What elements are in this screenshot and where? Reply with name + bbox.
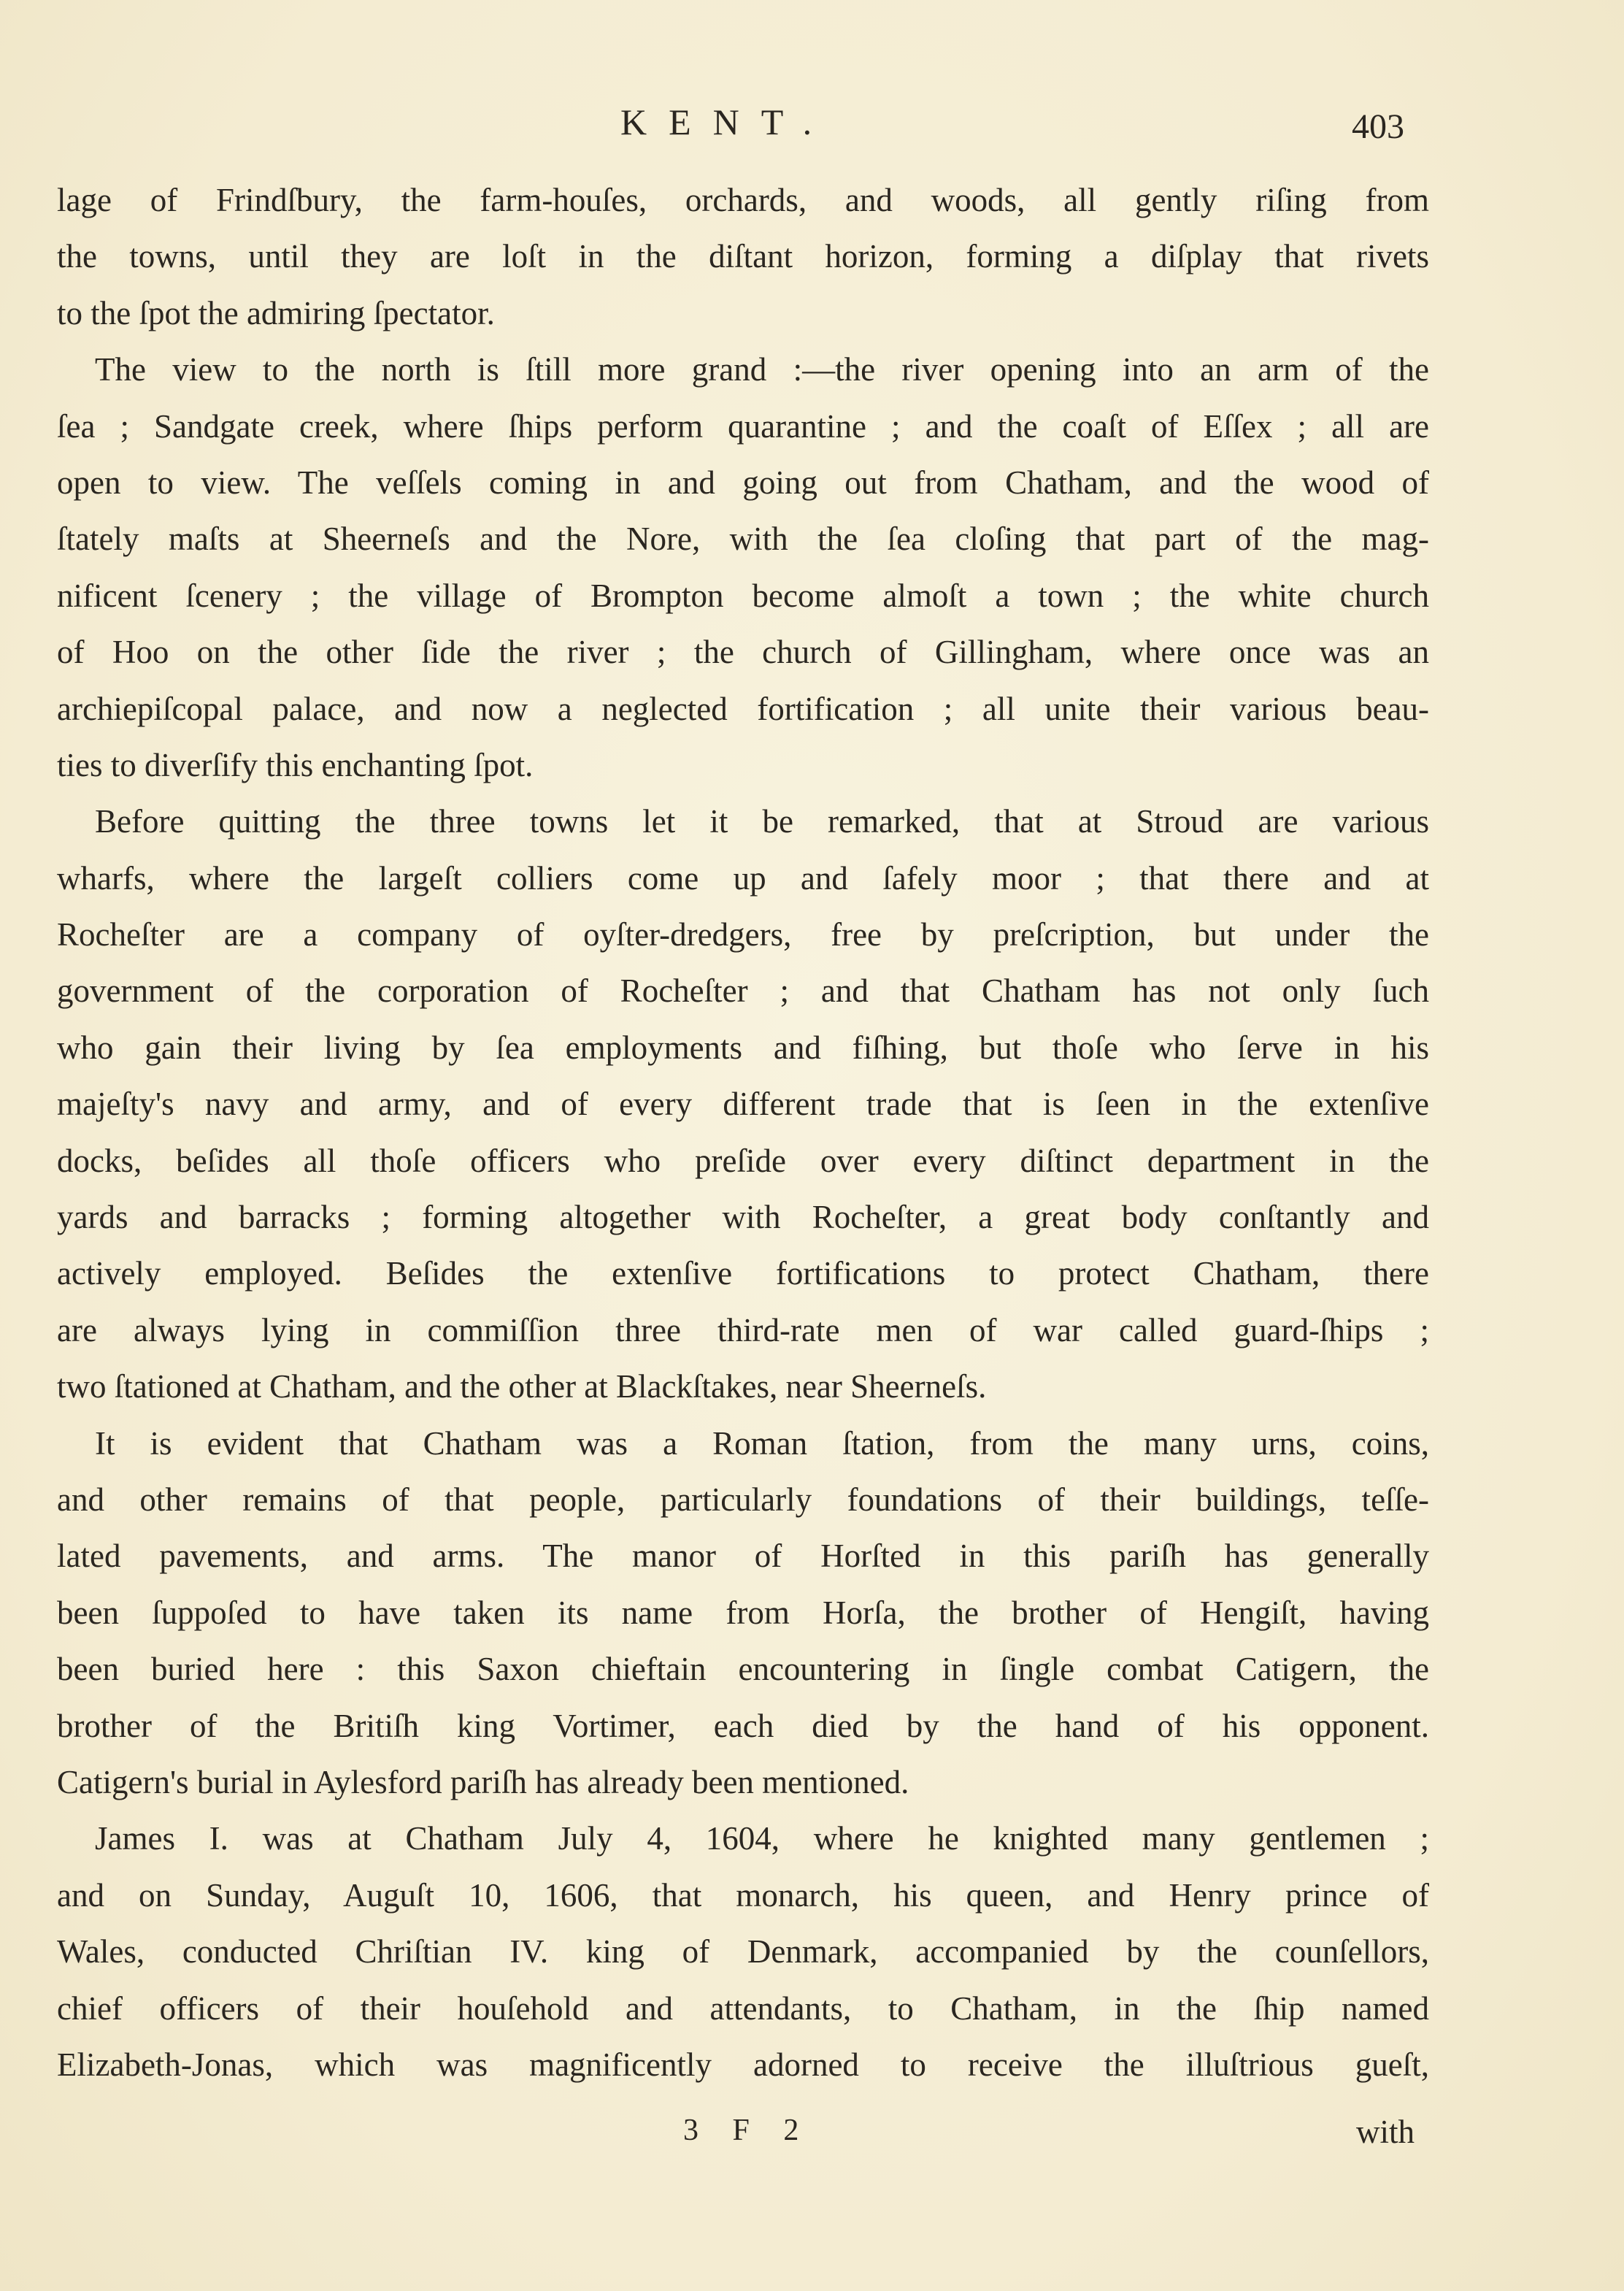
text-line: docks, beſides all thoſe officers who preſide over every diſtinct department in the <box>57 1142 1429 1179</box>
text-line: lated pavements, and arms. The manor of Horſted in this pariſh has generally <box>57 1538 1429 1575</box>
text-line: the towns, until they are loſt in the diſtant horizon, forming a diſplay that rivets <box>57 238 1429 275</box>
text-line: Before quitting the three towns let it be remarked, that at Stroud are various <box>95 803 1429 840</box>
catchword: with <box>1356 2114 1415 2150</box>
page-footer <box>0 2113 1624 2157</box>
text-line: who gain their living by ſea employments and fiſhing, but thoſe who ſerve in his <box>57 1029 1429 1066</box>
text-line: ſtately maſts at Sheerneſs and the Nore, with the ſea cloſing that part of the mag- <box>57 521 1429 558</box>
text-line: The view to the north is ſtill more grand :—the river opening into an arm of the <box>95 351 1429 388</box>
text-line: lage of Frindſbury, the farm-houſes, orchards, and woods, all gently riſing from <box>57 182 1429 218</box>
text-line: open to view. The veſſels coming in and going out from Chatham, and the wood of <box>57 464 1429 501</box>
text-line: archiepiſcopal palace, and now a neglected fortification ; all unite their various beau- <box>57 690 1429 727</box>
text-line: wharfs, where the largeſt colliers come up and ſafely moor ; that there and at <box>57 859 1429 897</box>
signature-mark: 3 F 2 <box>683 2114 812 2147</box>
text-line: Wales, conducted Chriſtian IV. king of Denmark, accompanied by the counſellors, <box>57 1933 1429 1970</box>
text-line: majeſty's navy and army, and of every different trade that is ſeen in the extenſive <box>57 1086 1429 1123</box>
text-line: Catigern's burial in Aylesford pariſh has already been mentioned. <box>57 1763 909 1800</box>
text-line: yards and barracks ; forming altogether with Rocheſter, a great body conſtantly and <box>57 1199 1429 1236</box>
text-line: government of the corporation of Rocheſter ; and that Chatham has not only ſuch <box>57 972 1429 1010</box>
text-line: of Hoo on the other ſide the river ; the church of Gillingham, where once was an <box>57 634 1429 671</box>
text-line: James I. was at Chatham July 4, 1604, where he knighted many gentlemen ; <box>95 1820 1429 1857</box>
text-line: been ſuppoſed to have taken its name from Horſa, the brother of Hengiſt, having <box>57 1594 1429 1631</box>
text-line: Rocheſter are a company of oyſter-dredgers, free by preſcription, but under the <box>57 916 1429 953</box>
text-line: Elizabeth-Jonas, which was magnificently adorned to receive the illuſtrious gueſt, <box>57 2046 1429 2083</box>
text-line: It is evident that Chatham was a Roman ſtation, from the many urns, coins, <box>95 1424 1429 1462</box>
page-number: 403 <box>1352 107 1404 146</box>
running-head <box>0 101 1624 145</box>
text-line: nificent ſcenery ; the village of Brompton become almoſt a town ; the white church <box>57 577 1429 614</box>
text-line: to the ſpot the admiring ſpectator. <box>57 294 495 331</box>
text-line: are always lying in commiſſion three third-rate men of war called guard-ſhips ; <box>57 1311 1429 1348</box>
text-line: ſea ; Sandgate creek, where ſhips perform quarantine ; and the coaſt of Eſſex ; all are <box>57 407 1429 445</box>
text-line: ties to diverſify this enchanting ſpot. <box>57 746 534 783</box>
text-line: been buried here : this Saxon chieftain encountering in ſingle combat Catigern, the <box>57 1651 1429 1688</box>
text-line: and other remains of that people, particularly foundations of their buildings, teſſe- <box>57 1481 1429 1518</box>
text-line: and on Sunday, Auguſt 10, 1606, that monarch, his queen, and Henry prince of <box>57 1876 1429 1914</box>
text-line: two ſtationed at Chatham, and the other at Blackſtakes, near Sheerneſs. <box>57 1368 987 1405</box>
text-line: actively employed. Beſides the extenſive fortifications to protect Chatham, there <box>57 1255 1429 1292</box>
body-text <box>57 172 1429 2093</box>
running-title: KENT. <box>620 101 834 142</box>
text-line: brother of the Britiſh king Vortimer, each died by the hand of his opponent. <box>57 1707 1429 1744</box>
text-line: chief officers of their houſehold and attendants, to Chatham, in the ſhip named <box>57 1989 1429 2027</box>
